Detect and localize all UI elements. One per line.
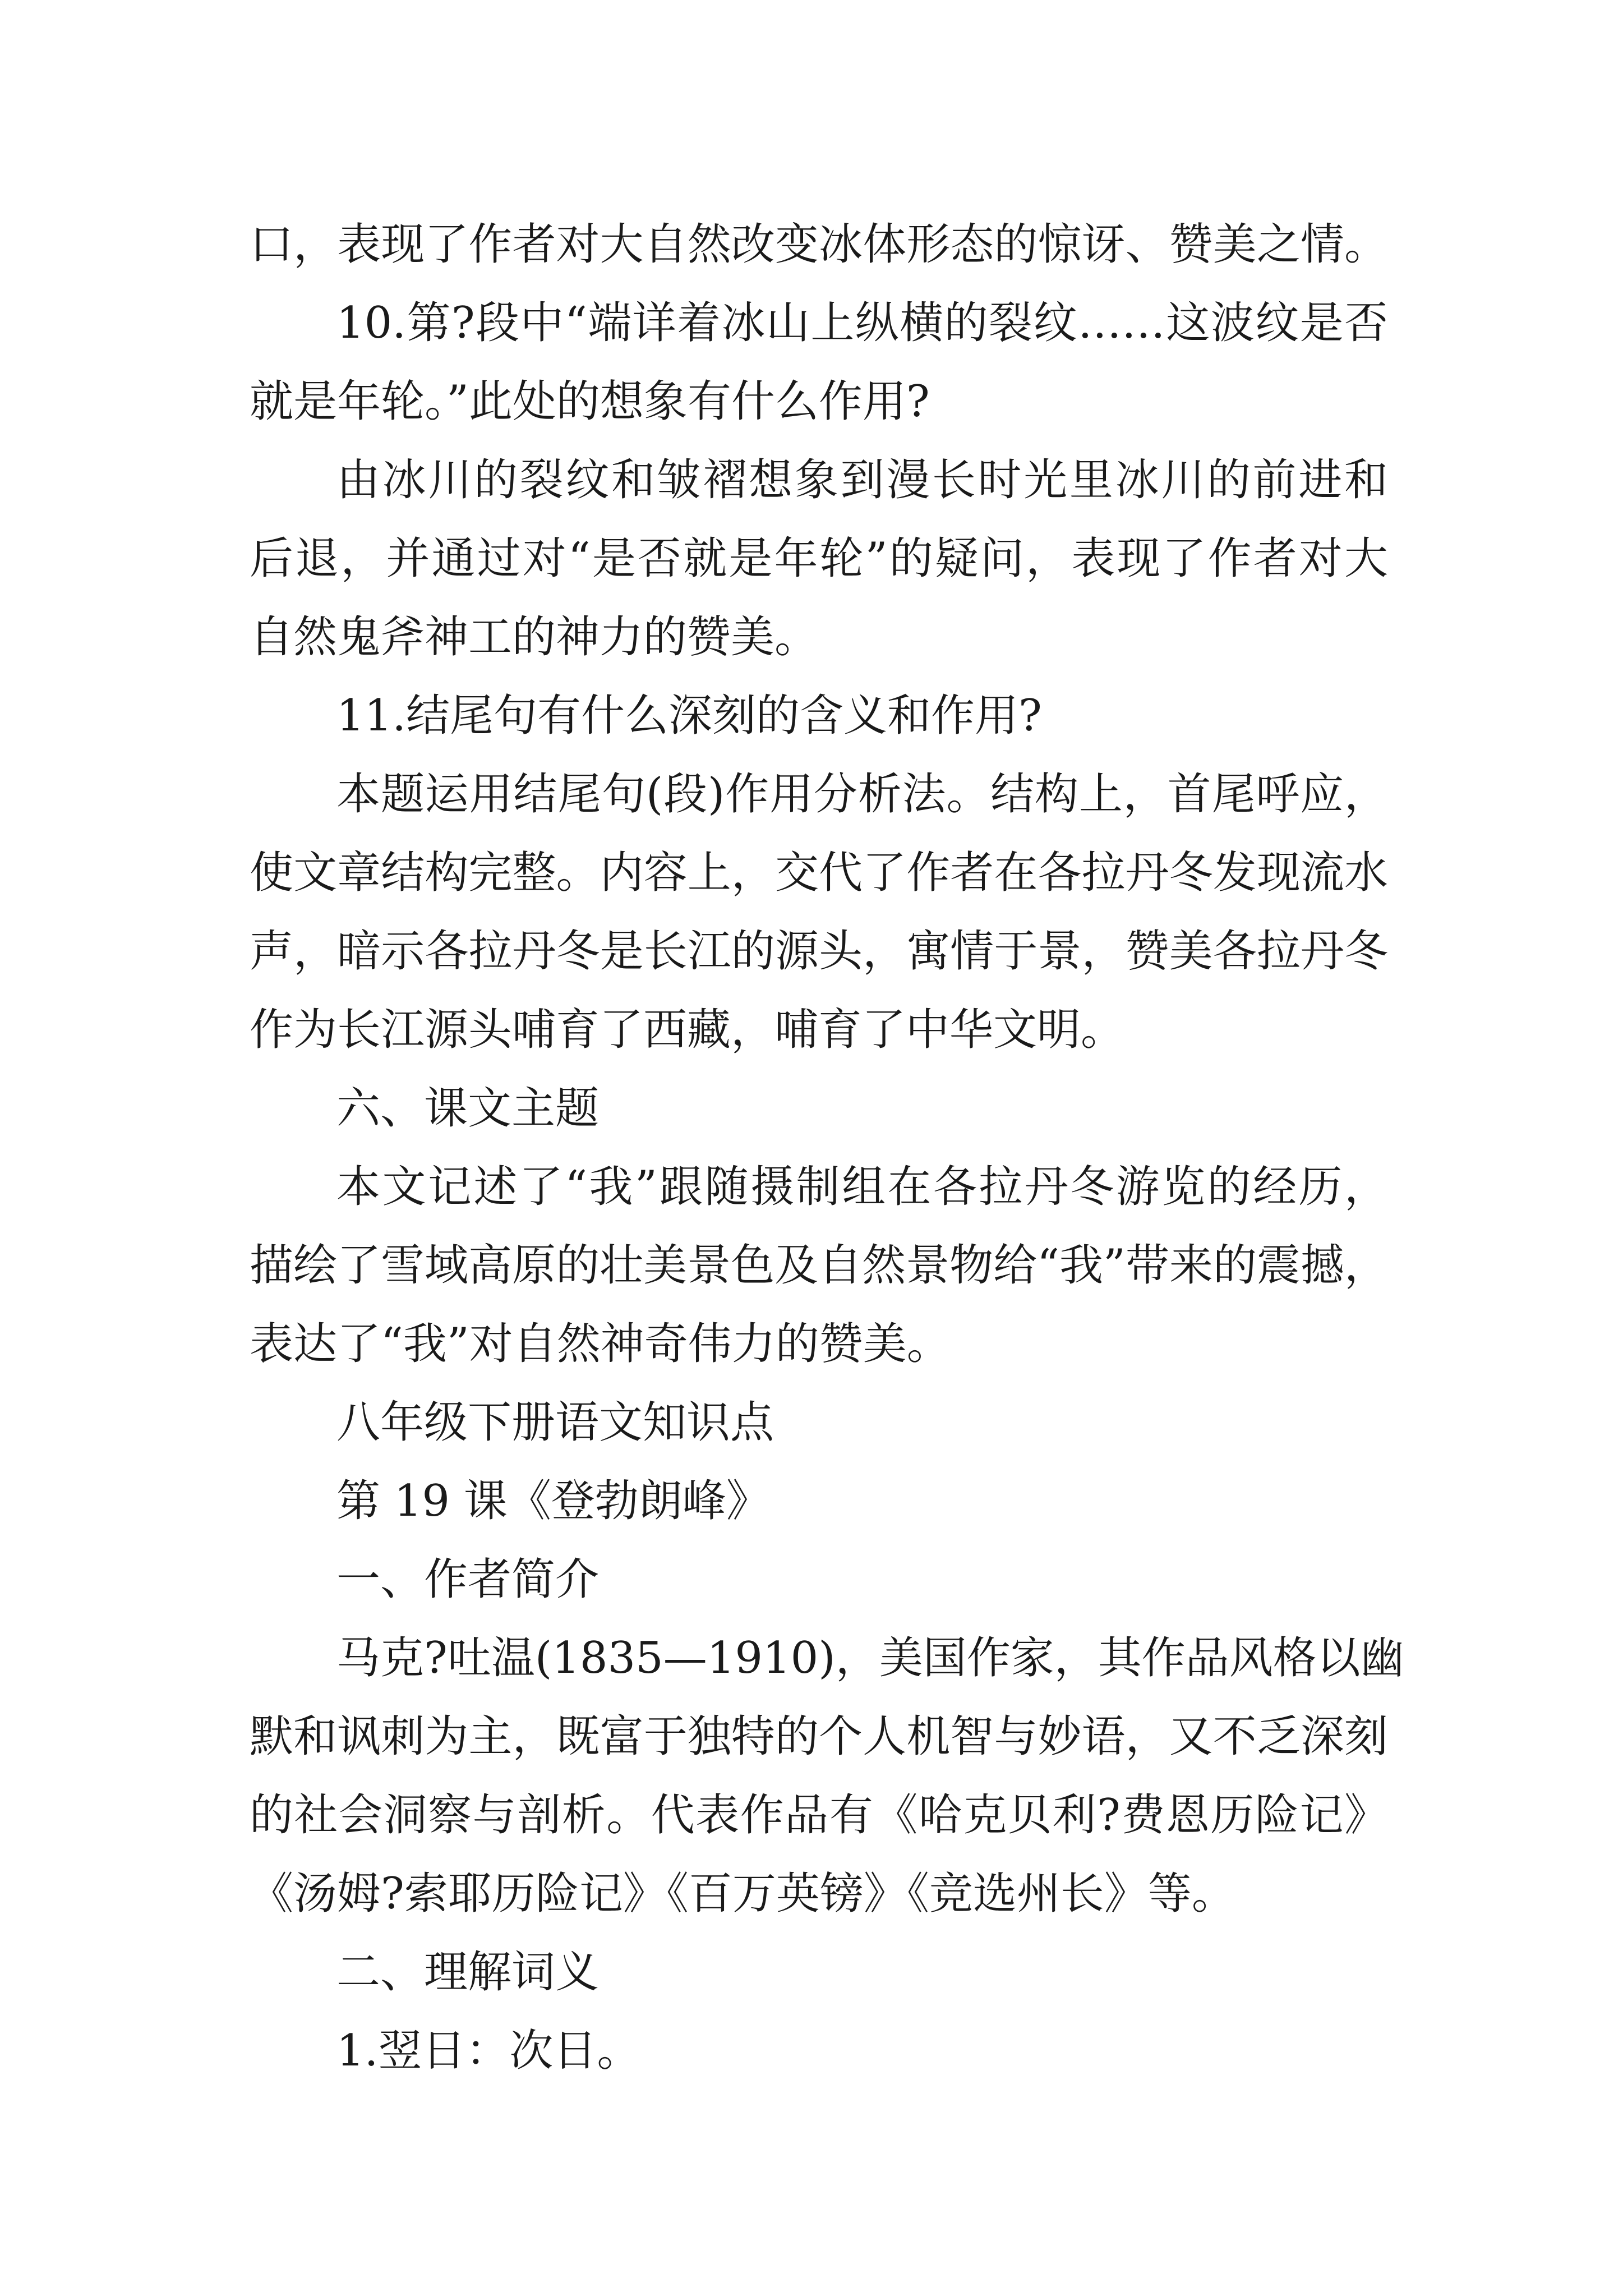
text-line: 表达了“我”对自然神奇伟力的赞美。 [250,1319,951,1369]
text-line: 默和讽刺为主，既富于独特的个人机智与妙语，又不乏深刻 [250,1711,1388,1762]
text-line: 声，暗示各拉丹冬是长江的源头，寓情于景，赞美各拉丹冬 [250,926,1388,977]
section-heading-vocabulary: 二、理解词义 [336,1947,600,1998]
section-heading-theme: 六、课文主题 [336,1083,600,1134]
theme-paragraph: 本文记述了“我”跟随摄制组在各拉丹冬游览的经历， [336,1162,1388,1212]
question-10: 10.第?段中“端详着冰山上纵横的裂纹……这波纹是否 [336,298,1388,348]
text-line: 描绘了雪域高原的壮美景色及自然景物给“我”带来的震撼， [250,1240,1388,1291]
vocabulary-item: 1.翌日：次日。 [336,2026,641,2076]
text-line: 《汤姆?索耶历险记》《百万英镑》《竞选州长》等。 [250,1869,1235,1919]
text-line: 使文章结构完整。内容上，交代了作者在各拉丹冬发现流水 [250,848,1388,898]
text-line: 后退，并通过对“是否就是年轮”的疑问，表现了作者对大 [250,533,1388,584]
section-heading-author: 一、作者简介 [336,1554,600,1605]
text-line: 口，表现了作者对大自然改变冰体形态的惊讶、赞美之情。 [250,219,1388,270]
answer-10: 由冰川的裂纹和皱褶想象到漫长时光里冰川的前进和 [336,455,1388,505]
lesson-title: 第 19 课《登勃朗峰》 [336,1476,770,1526]
text-line: 自然鬼斧神工的神力的赞美。 [250,612,819,662]
question-11: 11.结尾句有什么深刻的含义和作用? [336,691,1042,741]
author-paragraph: 马克?吐温(1835—1910)，美国作家，其作品风格以幽 [336,1633,1404,1683]
document-title: 八年级下册语文知识点 [336,1397,774,1448]
text-line: 就是年轮。”此处的想象有什么作用? [250,376,930,427]
text-line: 的社会洞察与剖析。代表作品有《哈克贝利?费恩历险记》 [250,1790,1388,1841]
answer-11: 本题运用结尾句(段)作用分析法。结构上，首尾呼应， [336,769,1388,820]
text-line: 作为长江源头哺育了西藏，哺育了中华文明。 [250,1005,1125,1055]
